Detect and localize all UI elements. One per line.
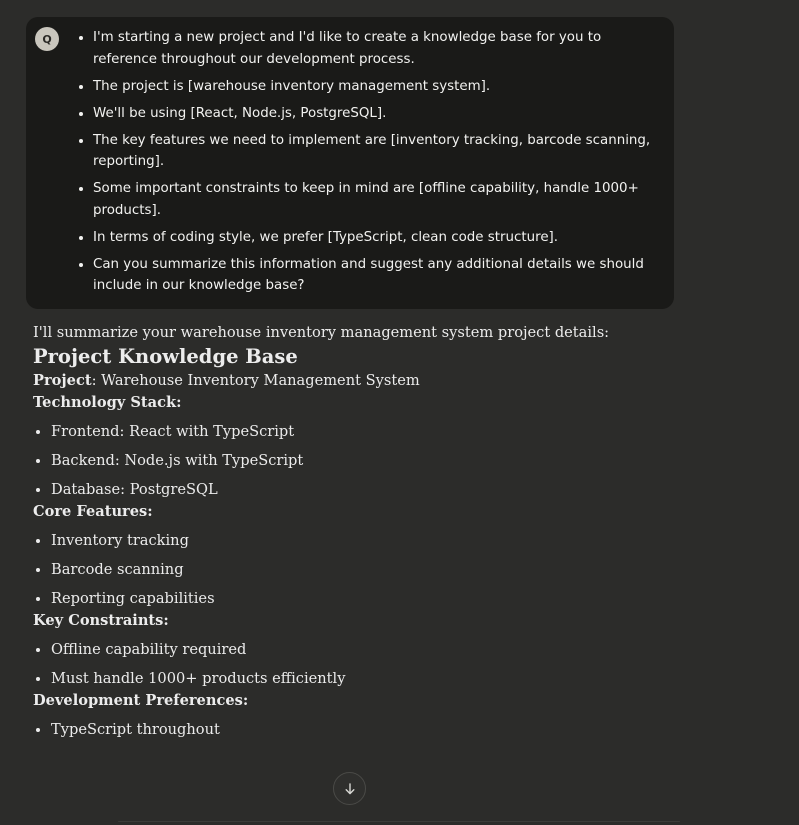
list-item: • Frontend: React with TypeScript [51,421,773,443]
user-message [26,17,674,309]
user-avatar: Q [35,27,59,51]
key-constraints-list [33,639,773,690]
list-item: • Backend: Node.js with TypeScript [51,450,773,472]
key-constraints-heading: Key Constraints: [33,612,169,629]
user-message-item: • In terms of coding style, we prefer [TypeScript, clean code structure]. [93,227,663,249]
project-label: Project [33,372,92,389]
scroll-to-bottom-button[interactable] [333,772,366,805]
user-message-item: • We'll be using [React, Node.js, PostgreSQL]. [93,103,663,125]
kb-title: Project Knowledge Base [33,345,298,368]
assistant-intro: I'll summarize your warehouse inventory management system project details: [33,324,610,341]
dev-preferences-heading: Development Preferences: [33,692,249,709]
user-message-item: • Can you summarize this information and suggest any additional details we should include in our knowledge base? [93,254,663,297]
list-item: • Barcode scanning [51,559,773,581]
tech-stack-heading: Technology Stack: [33,394,182,411]
user-message-item: • Some important constraints to keep in mind are [offline capability, handle 1000+ products]. [93,178,663,221]
input-box-top-edge [118,821,680,822]
project-value: : Warehouse Inventory Management System [91,372,420,389]
user-message-item: • The key features we need to implement are [inventory tracking, barcode scanning, reporting]. [93,130,663,173]
user-message-item: • The project is [warehouse inventory management system]. [93,76,663,98]
user-message-item: • I'm starting a new project and I'd like to create a knowledge base for you to reference throughout our development process. [93,27,663,70]
list-item: • Inventory tracking [51,530,773,552]
list-item: • Reporting capabilities [51,588,773,610]
assistant-message [33,322,773,741]
list-item: • TypeScript throughout [51,719,773,741]
list-item: • Must handle 1000+ products efficiently [51,668,773,690]
arrow-down-icon [343,782,357,796]
list-item: • Offline capability required [51,639,773,661]
core-features-list [33,530,773,610]
project-line [33,370,773,392]
tech-stack-list [33,421,773,501]
user-message-list [75,27,663,302]
list-item: • Database: PostgreSQL [51,479,773,501]
core-features-heading: Core Features: [33,503,153,520]
dev-preferences-list [33,719,773,741]
